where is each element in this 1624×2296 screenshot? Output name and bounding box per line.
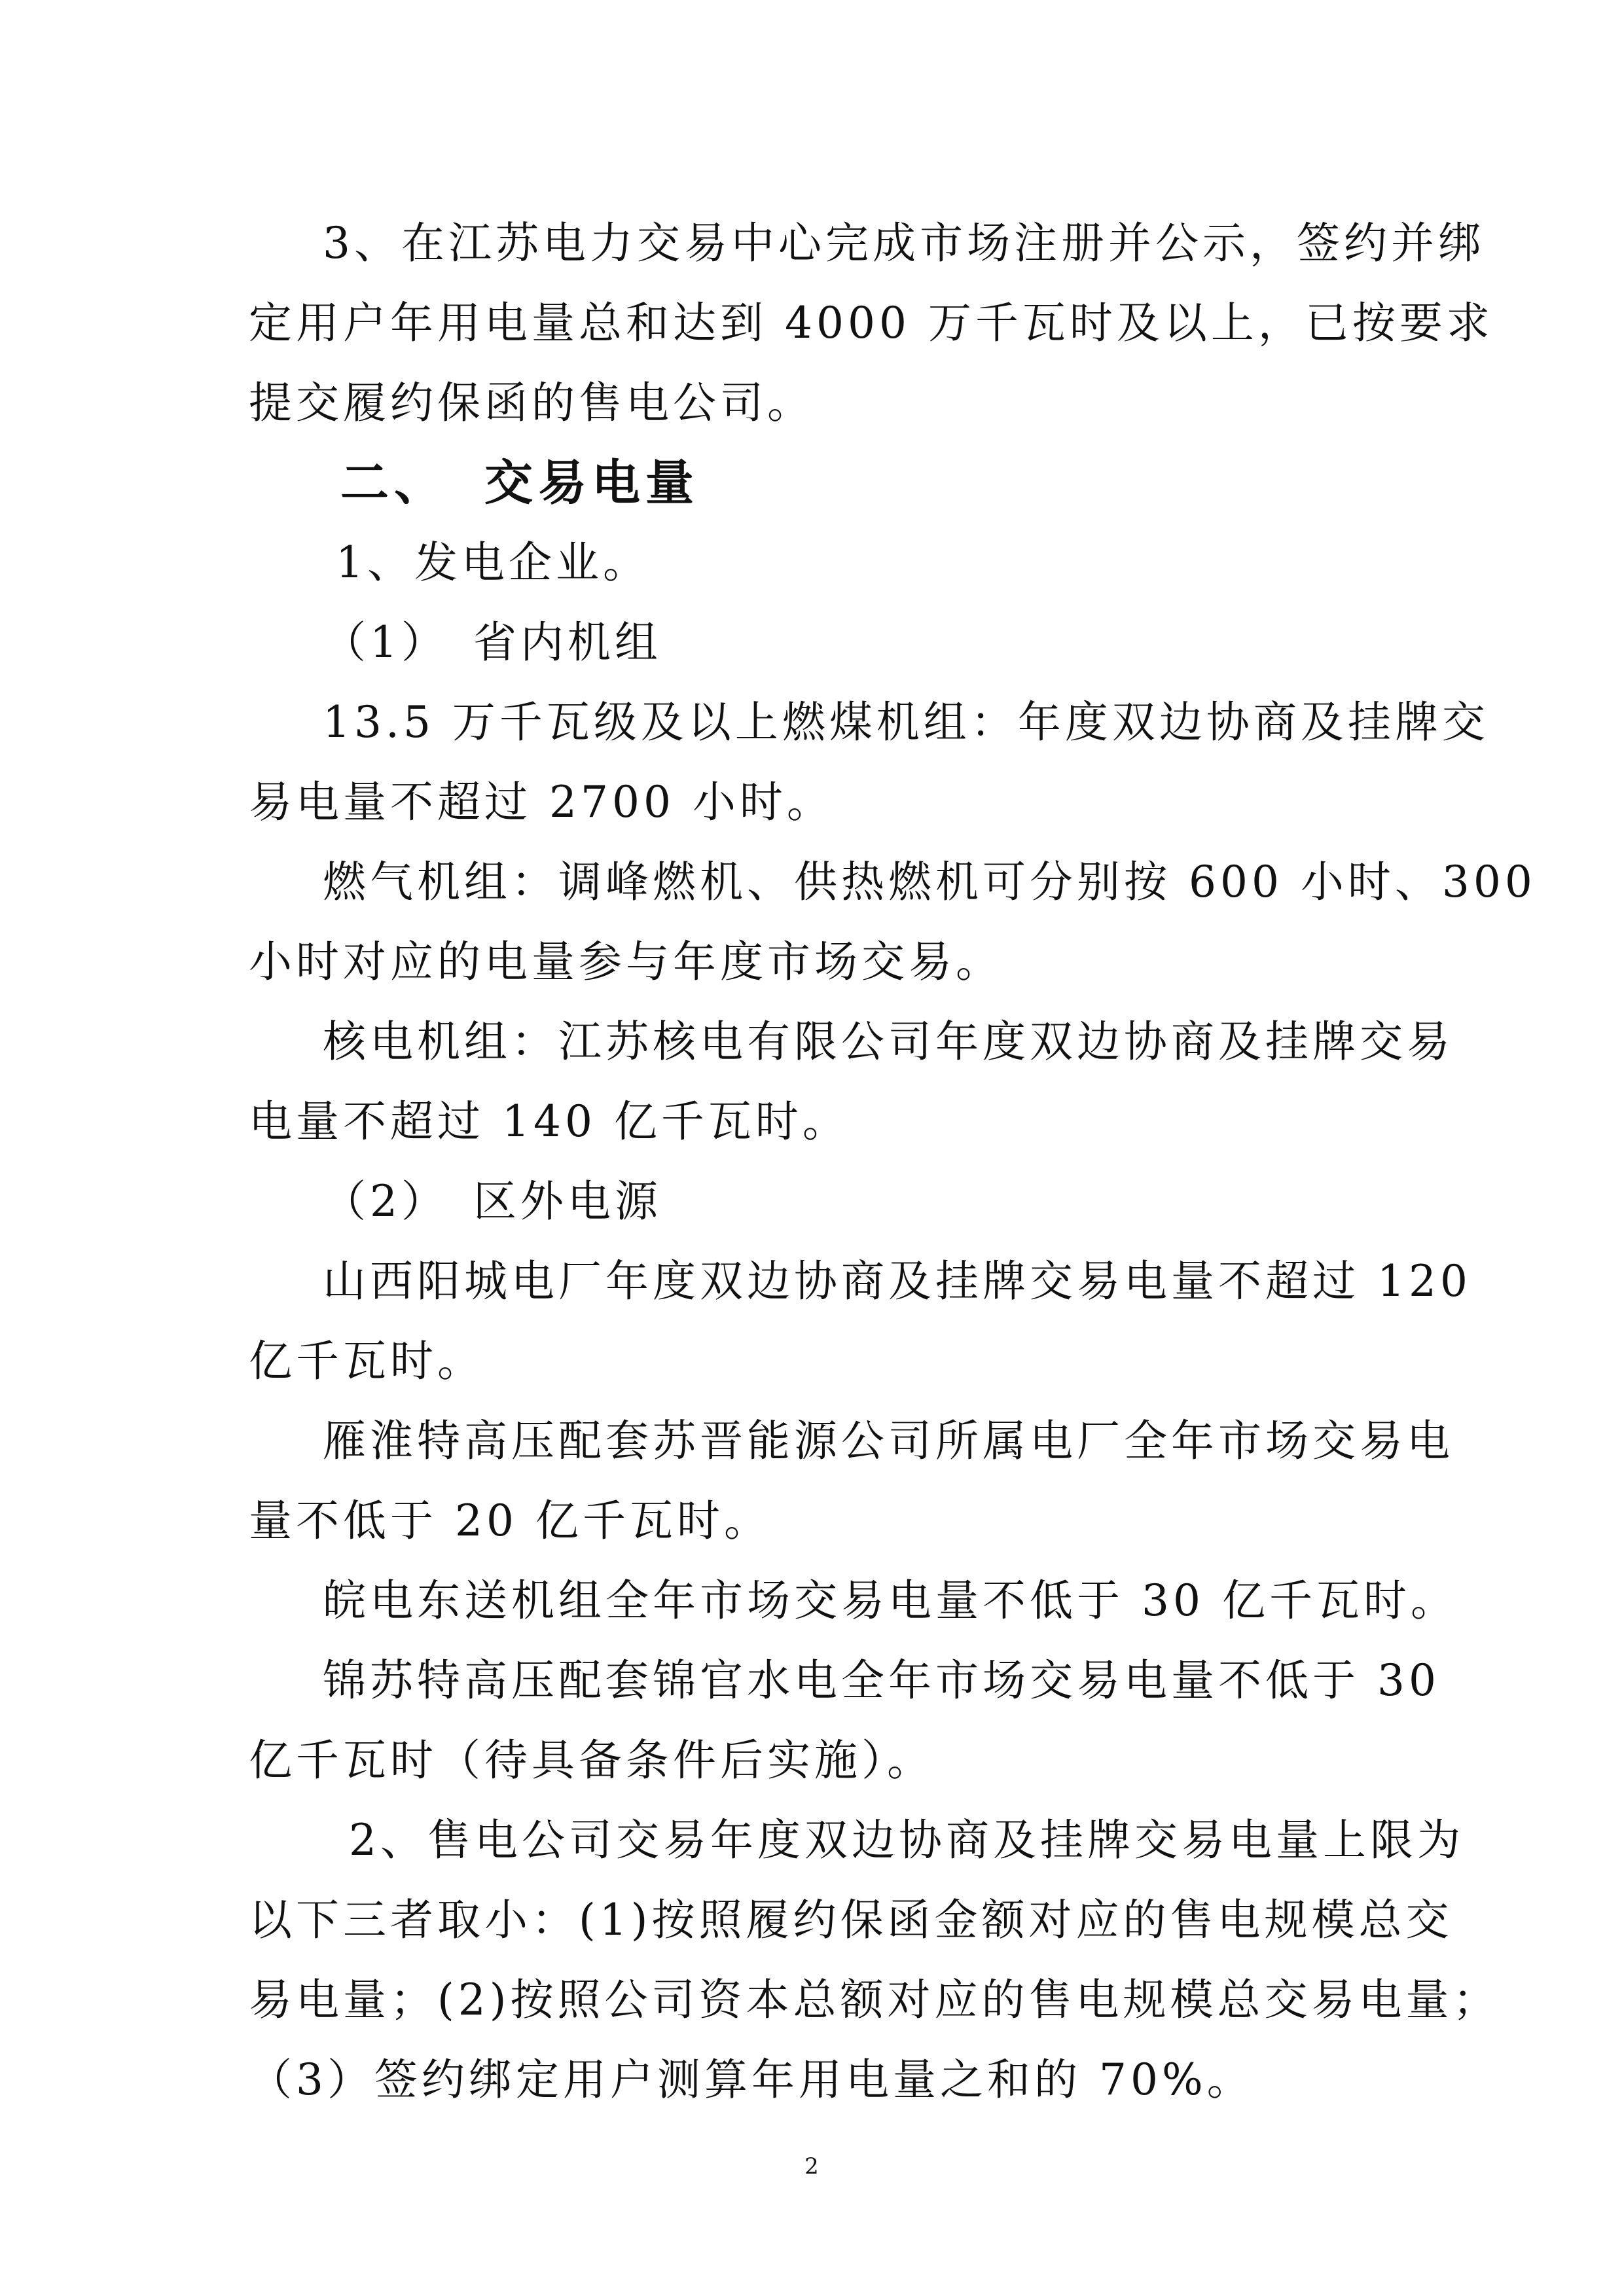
nuclear-units-line-1: 核电机组：江苏核电有限公司年度双边协商及挂牌交易 (323, 1016, 1454, 1067)
coal-units-line-1: 13.5 万千瓦级及以上燃煤机组：年度双边协商及挂牌交 (323, 697, 1489, 747)
coal-units-line-2: 易电量不超过 2700 小时。 (249, 777, 834, 827)
wandian-line-1: 皖电东送机组全年市场交易电量不低于 30 亿千瓦时。 (323, 1575, 1458, 1626)
para-2-line-2: 以下三者取小：(1)按照履约保函金额对应的售电规模总交 (249, 1895, 1453, 1945)
para-3-line-2: 定用户年用电量总和达到 4000 万千瓦时及以上，已按要求 (249, 298, 1494, 348)
subsection-title: 区外电源 (473, 1176, 662, 1227)
para-3-line-1: 3、在江苏电力交易中心完成市场注册并公示，签约并绑 (323, 218, 1485, 268)
gas-units-line-2: 小时对应的电量参与年度市场交易。 (249, 937, 1003, 987)
section-number: 二、 (340, 455, 448, 511)
jinsu-line-1: 锦苏特高压配套锦官水电全年市场交易电量不低于 30 (323, 1655, 1440, 1706)
section-heading-2 (340, 450, 1479, 516)
para-3-line-3: 提交履约保函的售电公司。 (249, 378, 814, 428)
subsection-number: （1） (323, 617, 448, 668)
yanhuai-line-2: 量不低于 20 亿千瓦时。 (249, 1496, 771, 1546)
para-2-line-4: （3）签约绑定用户测算年用电量之和的 70%。 (249, 2054, 1254, 2105)
page-number: 2 (804, 2153, 819, 2179)
subsection-title: 省内机组 (473, 617, 662, 668)
shanxi-line-1: 山西阳城电厂年度双边协商及挂牌交易电量不超过 120 (323, 1256, 1471, 1306)
subsection-1-1 (323, 610, 1462, 675)
para-2-line-3: 易电量；(2)按照公司资本总额对应的售电规模总交易电量； (249, 1975, 1500, 2025)
nuclear-units-line-2: 电量不超过 140 亿千瓦时。 (249, 1096, 850, 1147)
subsection-1-2 (323, 1169, 1462, 1234)
para-2-line-1: 2、售电公司交易年度双边协商及挂牌交易电量上限为 (349, 1815, 1464, 1865)
shanxi-line-2: 亿千瓦时。 (249, 1336, 484, 1386)
subsection-1: 1、发电企业。 (336, 537, 650, 588)
section-title: 交易电量 (484, 455, 699, 511)
subsection-number: （2） (323, 1176, 448, 1227)
gas-units-line-1: 燃气机组：调峰燃机、供热燃机可分别按 600 小时、300 (323, 857, 1536, 907)
jinsu-line-2: 亿千瓦时（待具备条件后实施）。 (249, 1735, 934, 1785)
yanhuai-line-1: 雁淮特高压配套苏晋能源公司所属电厂全年市场交易电 (323, 1416, 1454, 1466)
